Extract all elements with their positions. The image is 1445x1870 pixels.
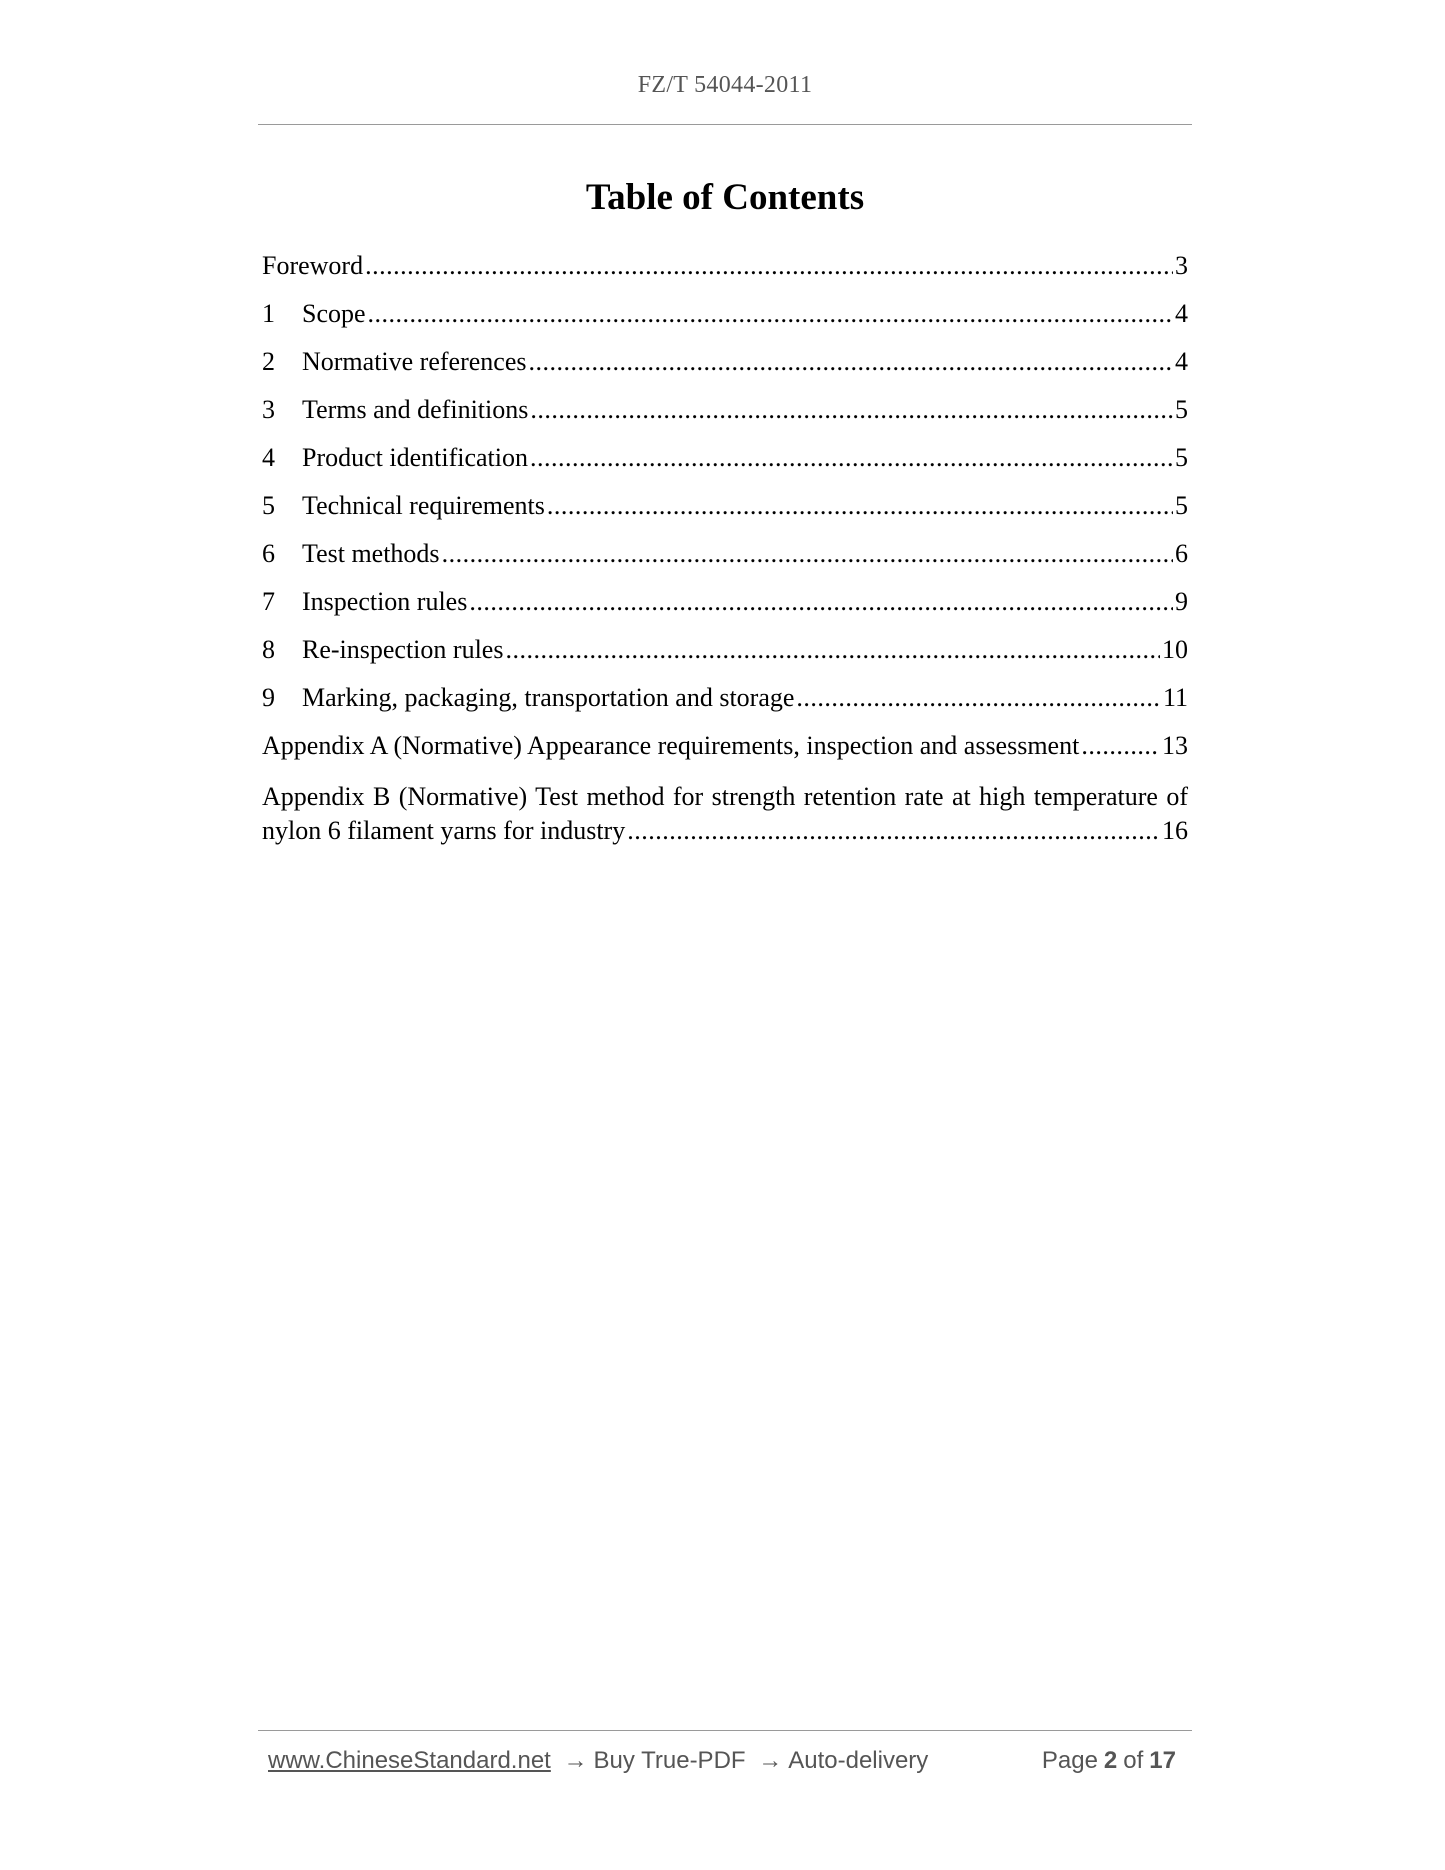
header-divider [258, 124, 1192, 125]
toc-entry-text: Test methods [302, 539, 440, 568]
toc-dot-leader [1081, 726, 1160, 766]
toc-entry-text-line2-row [262, 814, 1188, 848]
toc-entry-page: 3 [1175, 251, 1188, 280]
toc-entry-number: 8 [262, 635, 275, 664]
toc-entry-normative-references[interactable] [262, 342, 1188, 390]
toc-entry-product-identification[interactable] [262, 438, 1188, 486]
toc-dot-leader [530, 390, 1173, 430]
toc-entry-terms-definitions[interactable] [262, 390, 1188, 438]
toc-entry-foreword[interactable] [262, 246, 1188, 294]
toc-entry-page: 11 [1162, 683, 1188, 712]
toc-entry-re-inspection-rules[interactable] [262, 630, 1188, 678]
toc-entry-text: Marking, packaging, transportation and storage [302, 683, 795, 712]
toc-entry-text: Product identification [302, 443, 529, 472]
page-of-label: of [1123, 1747, 1144, 1774]
arrow-right-icon: → [563, 1747, 588, 1774]
toc-entry-page: 5 [1175, 443, 1188, 472]
toc-entry-inspection-rules[interactable] [262, 582, 1188, 630]
toc-entry-page: 4 [1175, 347, 1188, 376]
toc-entry-page: 9 [1175, 587, 1188, 616]
toc-entry-test-methods[interactable] [262, 534, 1188, 582]
toc-dot-leader [530, 438, 1173, 478]
toc-entry-scope[interactable] [262, 294, 1188, 342]
chinesestandard-link[interactable]: www.ChineseStandard.net [268, 1747, 551, 1774]
toc-entry-number: 6 [262, 539, 275, 568]
toc-dot-leader [368, 294, 1173, 334]
toc-entry-text-line2: nylon 6 filament yarns for industry [262, 816, 626, 845]
toc-entry-text: Re-inspection rules [302, 635, 504, 664]
toc-entry-number: 7 [262, 587, 275, 616]
toc-entry-text: Inspection rules [302, 587, 468, 616]
page-footer [268, 1747, 1182, 1775]
toc-entry-page: 5 [1175, 395, 1188, 424]
toc-entry-appendix-b[interactable] [262, 780, 1188, 848]
toc-entry-number: 3 [262, 395, 275, 424]
toc-entry-page: 6 [1175, 539, 1188, 568]
toc-dot-leader [796, 678, 1161, 718]
toc-entry-page: 5 [1175, 491, 1188, 520]
toc-dot-leader [469, 582, 1173, 622]
toc-title: Table of Contents [585, 177, 865, 218]
toc-entry-number: 9 [262, 683, 275, 712]
toc-dot-leader [627, 814, 1160, 848]
toc-entry-number: 2 [262, 347, 275, 376]
toc-entry-appendix-a[interactable] [262, 726, 1188, 774]
buy-true-pdf-text: Buy True-PDF [593, 1747, 746, 1774]
toc-dot-leader [365, 246, 1173, 286]
toc-entry-technical-requirements[interactable] [262, 486, 1188, 534]
page-label: Page [1041, 1747, 1098, 1774]
footer-divider [258, 1730, 1192, 1731]
toc-entry-page: 16 [1162, 816, 1188, 845]
toc-dot-leader [528, 342, 1173, 382]
toc-entry-text: Scope [302, 299, 366, 328]
page-header-code: FZ/T 54044-2011 [637, 72, 813, 98]
toc-entry-text: Foreword [262, 251, 364, 280]
toc-entry-text: Normative references [302, 347, 527, 376]
toc-entry-marking-packaging[interactable] [262, 678, 1188, 726]
toc-entry-page: 10 [1162, 635, 1188, 664]
arrow-right-icon: → [758, 1747, 783, 1774]
toc-entry-text: Technical requirements [302, 491, 545, 520]
toc-entry-page: 4 [1175, 299, 1188, 328]
toc-list [262, 246, 1188, 848]
toc-dot-leader [442, 534, 1173, 574]
toc-entry-text: Terms and definitions [302, 395, 529, 424]
toc-entry-text: Appendix A (Normative) Appearance requirements, inspection and assessment [262, 731, 1080, 760]
toc-entry-number: 4 [262, 443, 275, 472]
page-total: 17 [1149, 1747, 1176, 1774]
toc-entry-number: 5 [262, 491, 275, 520]
toc-entry-page: 13 [1162, 731, 1188, 760]
footer-links [268, 1747, 928, 1775]
page-indicator [1042, 1747, 1182, 1775]
toc-entry-text-line1: Appendix B (Normative) Test method for strength retention rate at high temperature of [262, 782, 1188, 811]
toc-entry-number: 1 [262, 299, 275, 328]
page-current: 2 [1103, 1747, 1118, 1774]
toc-dot-leader [505, 630, 1160, 670]
toc-dot-leader [547, 486, 1173, 526]
auto-delivery-text: Auto-delivery [788, 1747, 929, 1774]
